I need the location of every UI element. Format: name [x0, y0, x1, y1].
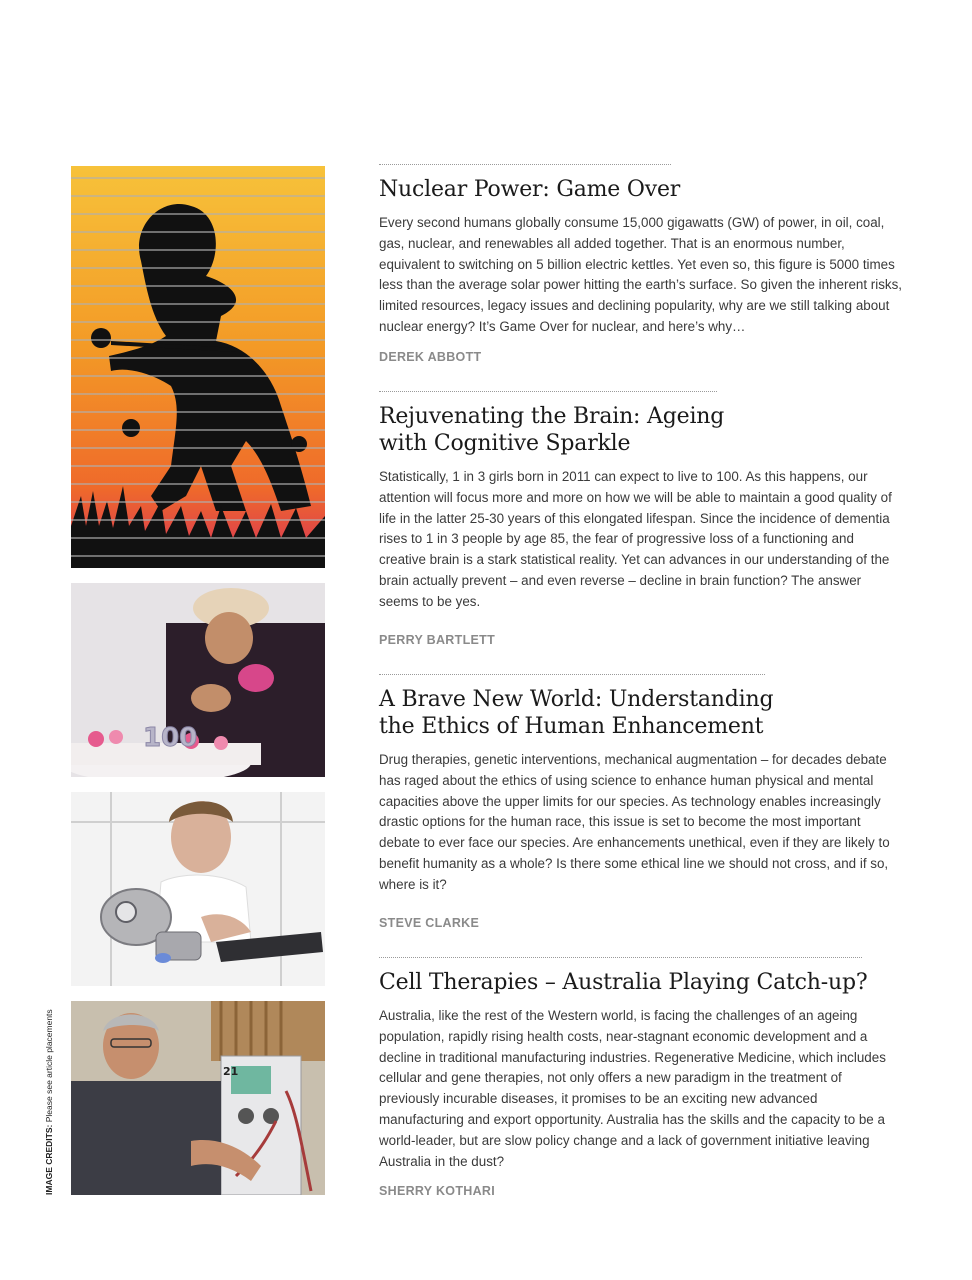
article-author: STEVE CLARKE	[379, 915, 480, 930]
article-author: SHERRY KOTHARI	[379, 1184, 496, 1199]
article-body: Australia, like the rest of the Western world, is facing the challenges of an ageing population, rapidly rising health costs, near-stagnant economic development and a decline in traditional manufacturing industries. Regenerative Medicine, which includes cellular and gene therapies, not only offers a new paradigm in the treatment of previously incurable diseases, it promises to be an exciting new advanced manufacturing and export opportunity. Australia has the skills and the capacity to be a world-leader, but are slow policy change and a lack of government initiative leaving Australia in the dust?	[379, 1008, 886, 1169]
centenarian-cake-image	[71, 583, 325, 777]
article-nuclear-power	[379, 164, 903, 364]
monitor-reading: 21	[223, 1065, 239, 1078]
article-body: Every second humans globally consume 15,000 gigawatts (GW) of power, in oil, coal, gas, nuclear, and renewables all added together. That is an enormous number, equivalent to switching on 5 billion electric kettles. Yet even so, this figure is 5000 times less than the average solar power hitting the earth’s surface. So given the inherent risks, limited resources, legacy issues and declining popularity, why are we still talking about nuclear energy? It’s Game Over for nuclear, and here’s why…	[379, 215, 903, 334]
article-brave-new-world	[379, 674, 903, 930]
article-body: Statistically, 1 in 3 girls born in 2011 can expect to live to 100. As this happens, our attention will focus more and more on how we will be able to maintain a good quality of life in the latter 25-30 years of this elongated lifespan. Since the incidence of dementia rises to 1 in 3 people by age 85, the fear of progressive loss of a functioning and creative brain is a stark statistical reality. Yet can advances in our understanding of the brain actually prevent – and even reverse – decline in brain function? The answer seems to be yes.	[379, 469, 892, 609]
article-author: PERRY BARTLETT	[379, 632, 496, 647]
image-credits-label: IMAGE CREDITS:	[44, 1124, 54, 1195]
dotted-divider	[379, 164, 671, 165]
cyborg-man-image	[71, 792, 325, 986]
article-title: A Brave New World: Understanding the Ethics of Human Enhancement	[379, 687, 774, 739]
image-credits-text: Please see article placements	[44, 1009, 54, 1123]
dotted-divider	[379, 957, 862, 958]
image-credits	[44, 1009, 54, 1195]
article-rejuvenating-brain	[379, 391, 903, 647]
nuclear-mural-image	[71, 166, 325, 568]
article-author: DEREK ABBOTT	[379, 349, 482, 364]
dialysis-patient-image	[71, 1001, 325, 1195]
dotted-divider	[379, 674, 765, 675]
article-title: Nuclear Power: Game Over	[379, 177, 681, 202]
dotted-divider	[379, 391, 717, 392]
article-title: Rejuvenating the Brain: Ageing with Cognitive Sparkle	[379, 404, 725, 456]
article-title: Cell Therapies – Australia Playing Catch-up?	[379, 970, 868, 995]
article-cell-therapies	[379, 957, 903, 1198]
article-body: Drug therapies, genetic interventions, mechanical augmentation – for decades debate has raged about the ethics of using science to enhance human physical and mental capacities above the upper limits for our species. As technology enables increasingly drastic options for the human race, this issue is set to become the most important debate to ever face our species. Are enhancements unethical, even if they are likely to benefit humanity as a whole? Is there some ethical line we should not cross, and if so, where is it?	[379, 752, 890, 892]
cake-number-candles: 100	[143, 723, 198, 753]
